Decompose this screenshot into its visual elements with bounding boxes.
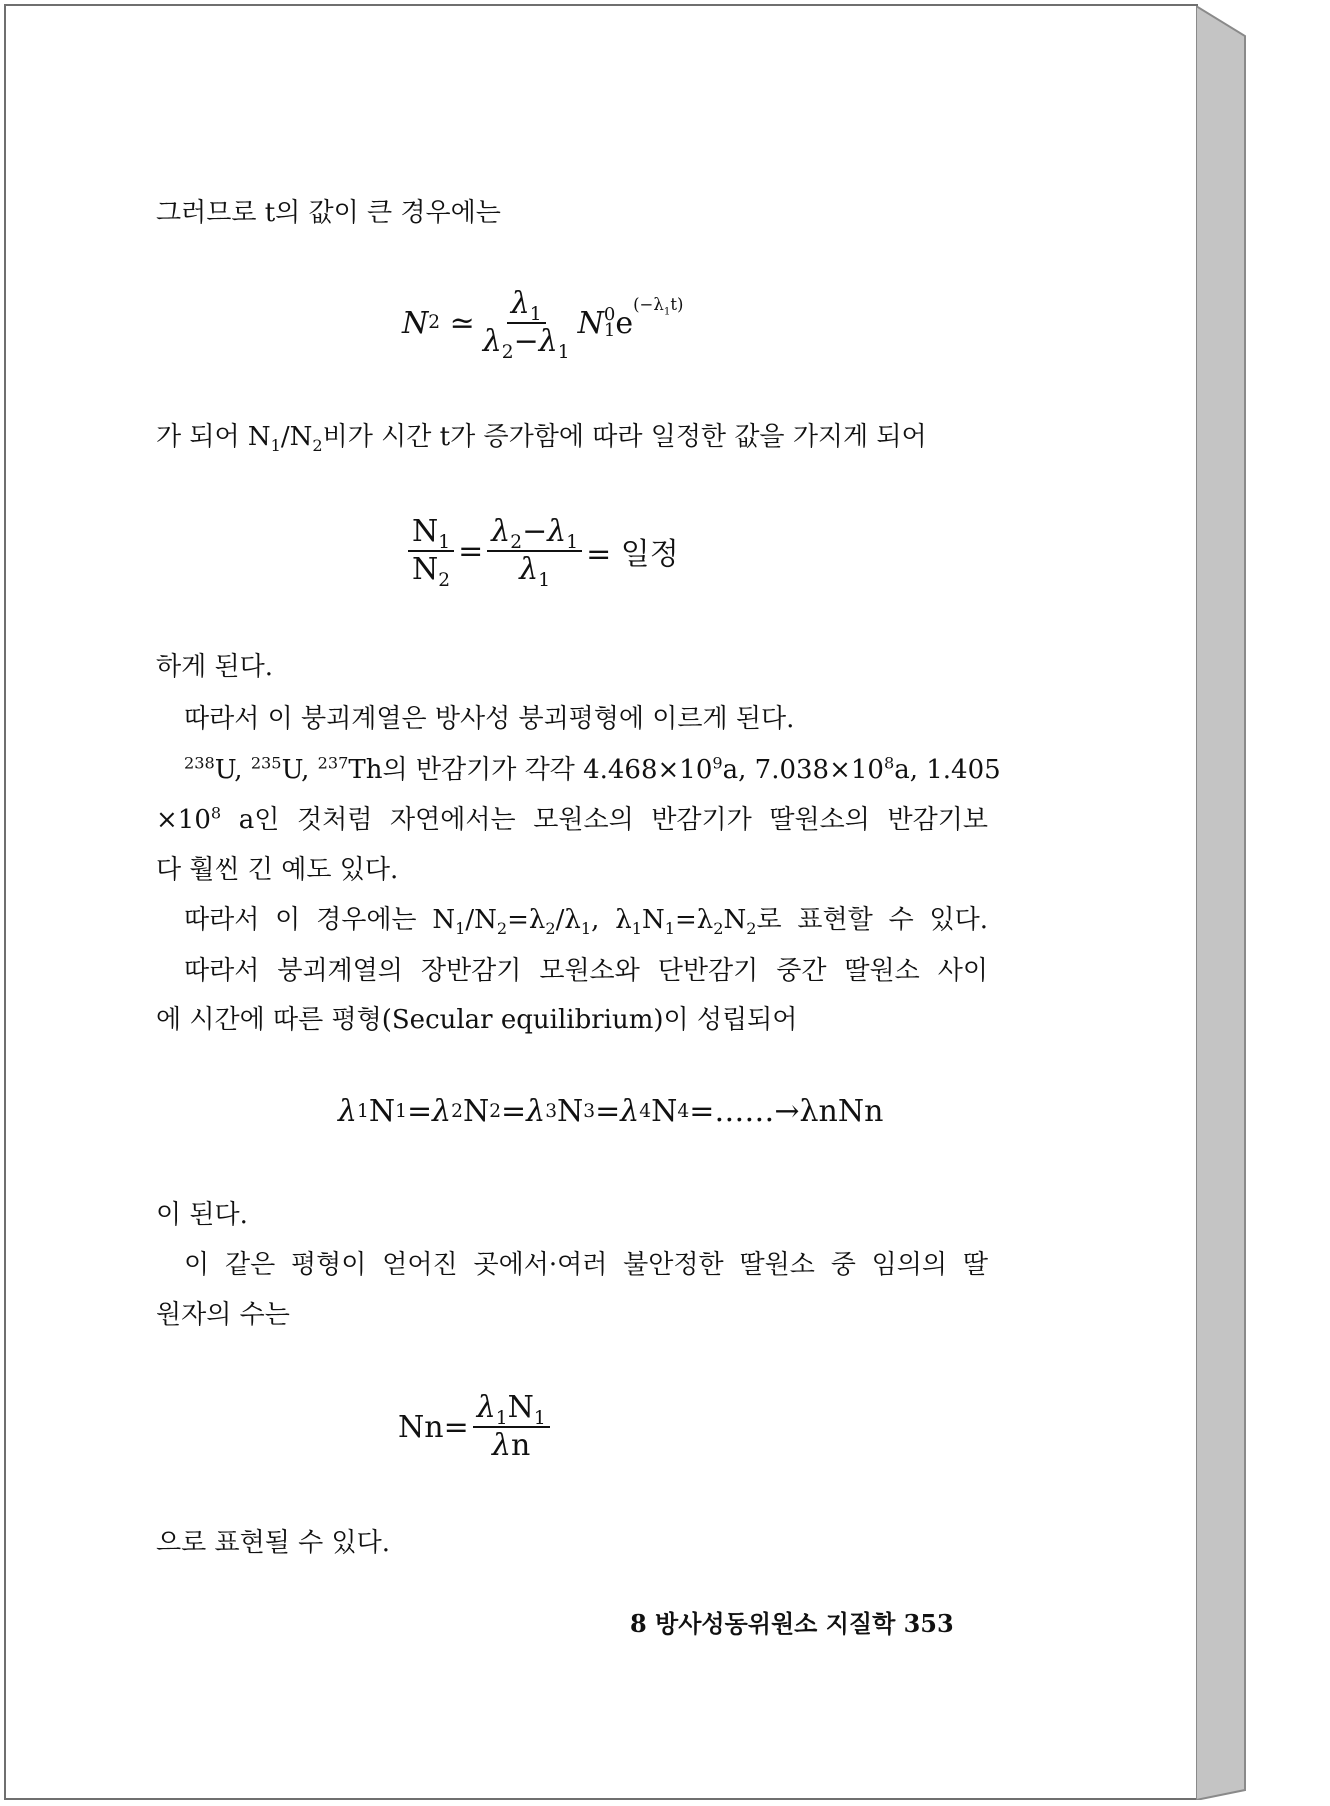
paragraph-line: 따라서 이 경우에는 $N_1/N_2=\lambda_2/\lambda_1$, $\lambda_1N_1=\lambda_2N_2$로 표현할 수 있다. [184,905,988,939]
paragraph-line: 따라서 붕괴계열의 장반감기 모원소와 단반감기 중간 딸원소 사이 [184,956,988,986]
equation-secular-chain: λ 1 N 1 = λ 2 N 2 = λ 3 N 3 = λ 4 N 4 =……→λnNn [338,1094,884,1129]
paragraph-line: 그러므로 t의 값이 큰 경우에는 [156,198,501,228]
equation-nn: Nn= $\frac{\lambda_1N_1}{\lambda n}$ [398,1392,554,1462]
equation-n2-approx: N 2 ≃ $\frac{\lambda_1}{\lambda_2-\lambda_1}$ N 0 1 e $^{(-\lambda_1 t)}$ [402,286,684,363]
paragraph-line: 원자의 수는 [156,1300,290,1330]
paragraph-line: 따라서 이 붕괴계열은 방사성 붕괴평형에 이르게 된다. [184,704,795,734]
paragraph-line: 이 된다. [156,1200,248,1230]
paragraph-line: 이 같은 평형이 얻어진 곳에서·여러 불안정한 딸원소 중 임의의 딸 [184,1250,988,1280]
paragraph-line: 다 훨씬 긴 예도 있다. [156,855,399,885]
paragraph-line: $\times 10^8$ a인 것처럼 자연에서는 모원소의 반감기가 딸원소의 반감기보 [156,803,988,835]
paragraph-line: 에 시간에 따른 평형(Secular equilibrium)이 성립되어 [156,1005,798,1035]
page-footer: 8 방사성동위원소 지질학 353 [630,1609,954,1638]
page-edge-shadow [1196,6,1251,1800]
paragraph-line: 으로 표현될 수 있다. [156,1528,390,1558]
equation-ratio-constant: $\frac{N_1}{N_2}$ = $\frac{\lambda_2-\lambda_1}{\lambda_1}$ = 일정 [404,516,679,586]
paragraph-line: $^{238}$U, $^{235}$U, $^{237}$Th의 반감기가 각각 $4.468\times 10^9a$, $7.038\times 10^8a$, 1.405 [184,753,1001,785]
paragraph-line: 가 되어 $N_1/N_2$비가 시간 t가 증가함에 따라 일정한 값을 가지게 되어 [156,422,927,456]
paragraph-line: 하게 된다. [156,652,273,682]
